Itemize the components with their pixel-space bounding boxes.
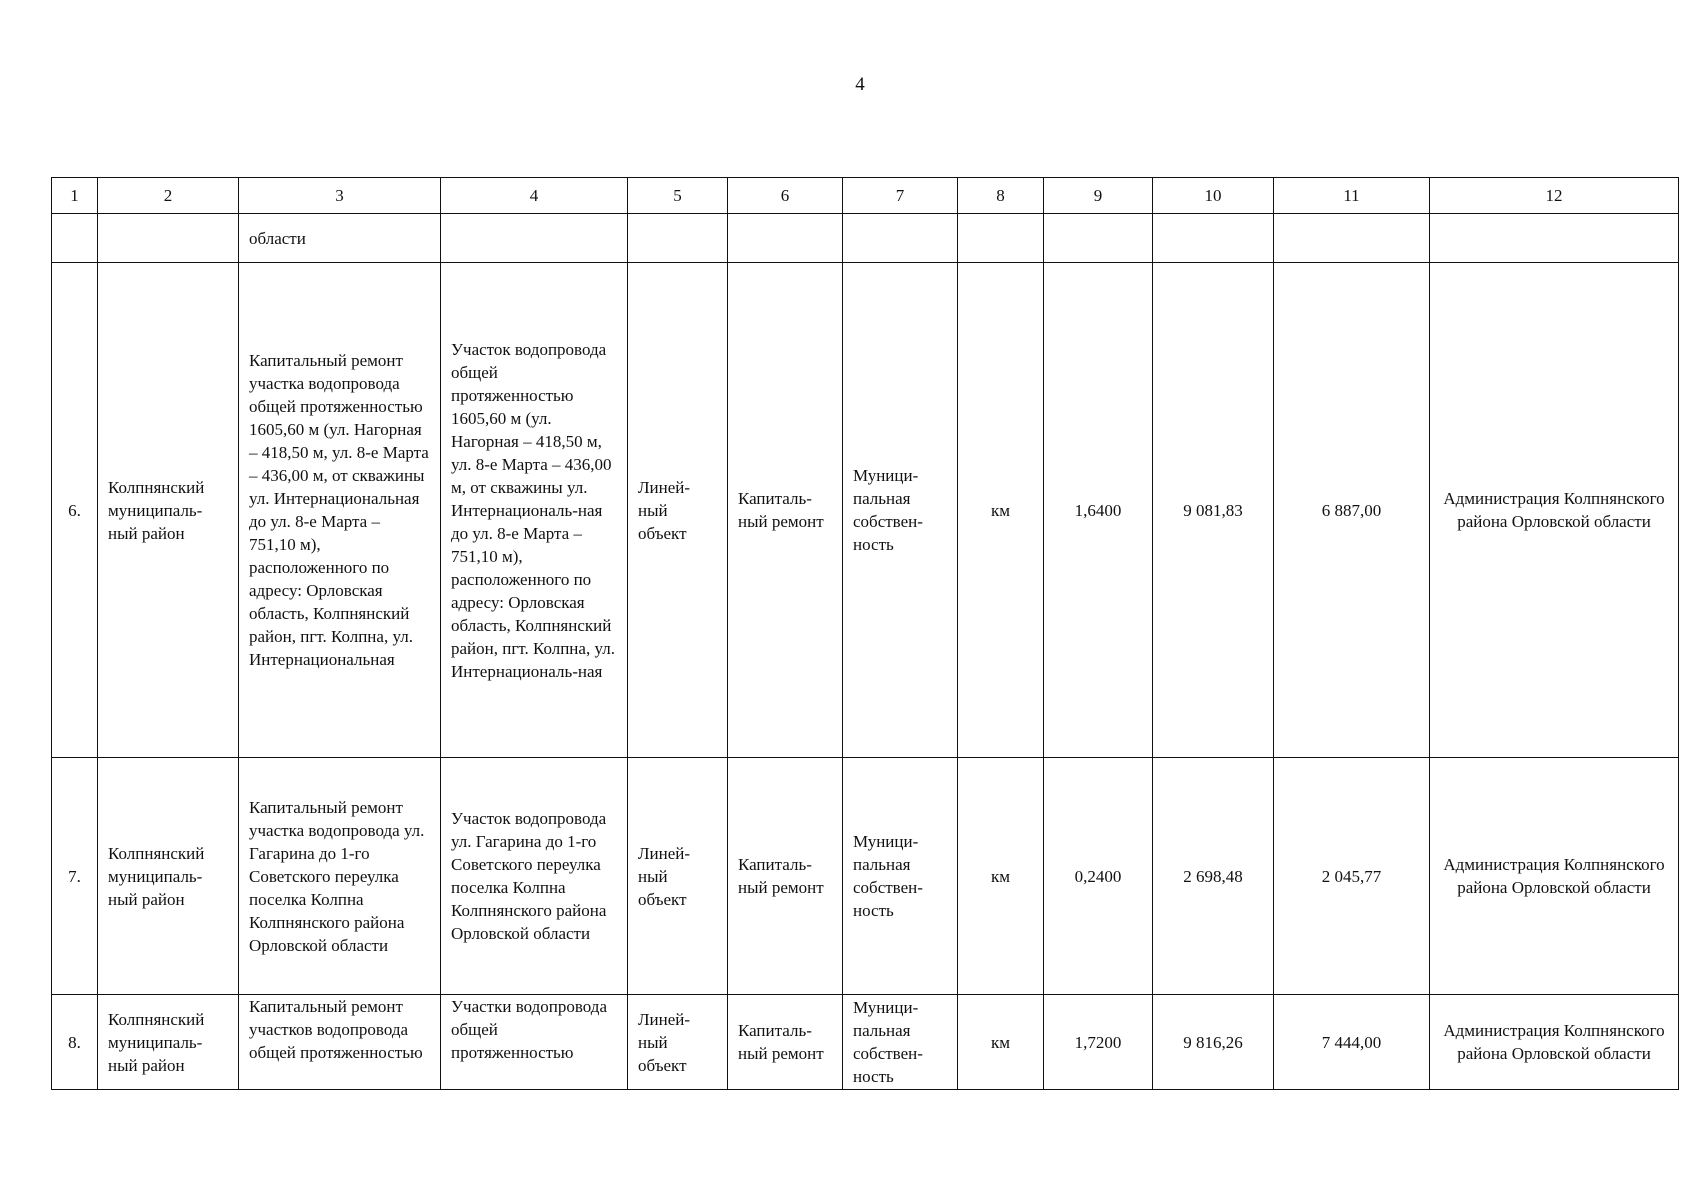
object-name-cell: Участок водопровода ул. Гагарина до 1-го Советского переулка поселка Колпна Колпнянского района Орловской области (441, 758, 628, 995)
empty-cell (1430, 214, 1679, 263)
object-name-text: Участки водопровода общей протяженностью (451, 997, 607, 1062)
customer-cell: Администрация Колпнянского района Орловской области (1430, 758, 1679, 995)
object-type-cell: Линей-ный объект (628, 758, 728, 995)
customer-cell: Администрация Колпнянского района Орловской области (1430, 995, 1679, 1090)
ownership-cell: Муници-пальная собствен-ность (843, 263, 958, 758)
work-type-cell: Капиталь-ный ремонт (728, 995, 843, 1090)
column-header: 1 (52, 178, 98, 214)
objects-table (51, 177, 1679, 1090)
unit-cell: км (958, 263, 1044, 758)
amount-cell: 2 698,48 (1153, 758, 1274, 995)
work-name-cell: Капитальный ремонт участка водопровода ул. Гагарина до 1-го Советского переулка поселка Колпна Колпнянского района Орловской области (239, 758, 441, 995)
object-type-cell: Линей-ный объект (628, 263, 728, 758)
column-header: 3 (239, 178, 441, 214)
work-name-cell (239, 995, 441, 1090)
column-header: 11 (1274, 178, 1430, 214)
unit-cell: км (958, 995, 1044, 1090)
quantity-cell: 0,2400 (1044, 758, 1153, 995)
ownership-cell: Муници-пальная собствен-ность (843, 995, 958, 1090)
empty-cell (958, 214, 1044, 263)
column-header: 9 (1044, 178, 1153, 214)
work-name-cell: области (239, 214, 441, 263)
empty-cell (1153, 214, 1274, 263)
column-header: 2 (98, 178, 239, 214)
empty-cell (843, 214, 958, 263)
column-header: 7 (843, 178, 958, 214)
unit-cell: км (958, 758, 1044, 995)
work-name-cell: Капитальный ремонт участка водопровода общей протяженностью 1605,60 м (ул. Нагорная – 418,50 м, ул. 8-е Марта – 436,00 м, от скважины ул. Интернациональная до ул. 8-е Марта – 751,10 м), расположенного по адресу: Орловская область, Колпнянский район, пгт. Колпна, ул. Интернациональная (239, 263, 441, 758)
customer-cell: Администрация Колпнянского района Орловской области (1430, 263, 1679, 758)
column-header: 6 (728, 178, 843, 214)
object-type-cell: Линей-ный объект (628, 995, 728, 1090)
quantity-cell: 1,6400 (1044, 263, 1153, 758)
work-name-text: Капитальный ремонт участков водопровода общей протяженностью (249, 997, 423, 1062)
object-name-cell (441, 995, 628, 1090)
amount-cell: 9 816,26 (1153, 995, 1274, 1090)
page-number: 4 (855, 74, 865, 95)
column-header: 4 (441, 178, 628, 214)
row-number-cell: 7. (52, 758, 98, 995)
amount-cell: 6 887,00 (1274, 263, 1430, 758)
table-row (52, 263, 1679, 758)
row-number-cell: 6. (52, 263, 98, 758)
table-row (52, 995, 1679, 1090)
district-cell: Колпнянский муниципаль-ный район (98, 263, 239, 758)
amount-cell: 2 045,77 (1274, 758, 1430, 995)
empty-cell (52, 214, 98, 263)
table-row (52, 758, 1679, 995)
ownership-cell: Муници-пальная собствен-ность (843, 758, 958, 995)
column-header: 5 (628, 178, 728, 214)
empty-cell (441, 214, 628, 263)
district-cell: Колпнянский муниципаль-ный район (98, 758, 239, 995)
work-type-cell: Капиталь-ный ремонт (728, 758, 843, 995)
district-cell: Колпнянский муниципаль-ный район (98, 995, 239, 1090)
column-header: 10 (1153, 178, 1274, 214)
object-name-cell: Участок водопровода общей протяженностью 1605,60 м (ул. Нагорная – 418,50 м, ул. 8-е Марта – 436,00 м, от скважины ул. Интернациональ-ная до ул. 8-е Марта – 751,10 м), расположенного по адресу: Орловская область, Колпнянский район, пгт. Колпна, ул. Интернациональ-ная (441, 263, 628, 758)
empty-cell (98, 214, 239, 263)
empty-cell (628, 214, 728, 263)
amount-cell: 9 081,83 (1153, 263, 1274, 758)
column-number-row (52, 178, 1679, 214)
quantity-cell: 1,7200 (1044, 995, 1153, 1090)
row-number-cell: 8. (52, 995, 98, 1090)
empty-cell (728, 214, 843, 263)
column-header: 12 (1430, 178, 1679, 214)
continuation-row (52, 214, 1679, 263)
column-header: 8 (958, 178, 1044, 214)
work-type-cell: Капиталь-ный ремонт (728, 263, 843, 758)
amount-cell: 7 444,00 (1274, 995, 1430, 1090)
empty-cell (1274, 214, 1430, 263)
empty-cell (1044, 214, 1153, 263)
